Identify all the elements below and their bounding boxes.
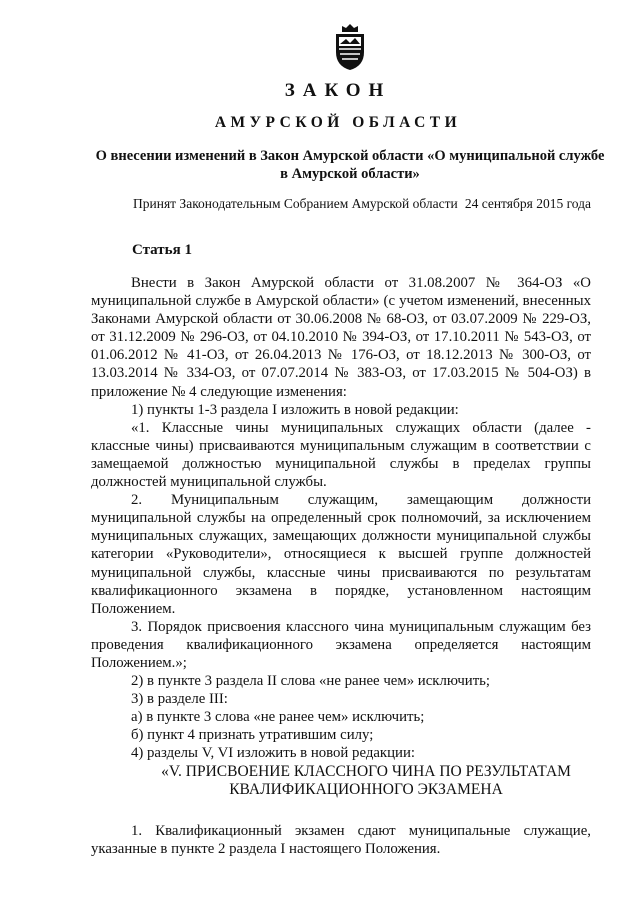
paragraph-item-1: 1) пункты 1-3 раздела I изложить в новой редакции: — [131, 401, 459, 418]
adopted-date: 24 сентября 2015 года — [464, 196, 591, 211]
paragraph-item-3a: а) в пункте 3 слова «не ранее чем» исключить; — [131, 709, 425, 726]
paragraph-item-2: 2) в пункте 3 раздела II слова «не ранее чем» исключить; — [131, 673, 491, 690]
paragraph-final: 1. Квалификационный экзамен сдают муниципальные служащие, указанные в пункте 2 раздела I настоящего Положения. — [91, 822, 591, 857]
paragraph-item-4: 4) разделы V, VI изложить в новой редакции: — [131, 745, 415, 762]
section-heading — [91, 763, 591, 800]
coat-of-arms-icon — [328, 22, 372, 72]
paragraph-item-3: 3) в разделе III: — [131, 691, 228, 708]
paragraph-clause-2: 2. Муниципальным служащим, замещающим должности муниципальной службы на определенный срок полномочий, за исключением муниципальных служащих, замещающих должности муниципальной службы категории «Руководители», относящиеся к высшей группе должностей муниципальной службы, классные чины присваиваются по результатам квалификационного экзамена в порядке, установленном настоящим Положением. — [91, 492, 591, 617]
paragraph-intro: Внести в Закон Амурской области от 31.08.2007 № 364-ОЗ «О муниципальной службе в Амурской области» (с учетом изменений, внесенных Законами Амурской области от 30.06.2008 № 68-ОЗ, от 03.07.2009 № 229-ОЗ, от 31.12.2009 № 296-ОЗ, от 04.10.2010 № 394-ОЗ, от 17.10.2011 № 543-ОЗ, от 01.06.2012 № 41-ОЗ, от 26.04.2013 № 176-ОЗ, от 18.12.2013 № 300-ОЗ, от 13.03.2014 № 334-ОЗ, от 07.07.2014 № 383-ОЗ, от 17.03.2015 № 504-ОЗ) в приложение № 4 следующие изменения: — [91, 275, 591, 400]
adoption-line — [133, 196, 591, 212]
article-title: Статья 1 — [132, 242, 192, 258]
paragraph-clause-3: 3. Порядок присвоения классного чина муниципальным служащим без проведения квалификационного экзамена определяется настоящим Положением.»; — [91, 618, 591, 671]
paragraph-item-3b: б) пункт 4 признать утратившим силу; — [131, 727, 374, 744]
law-subject: О внесении изменений в Закон Амурской области «О муниципальной службе в Амурской области» — [95, 148, 605, 182]
section-heading-line-2: КВАЛИФИКАЦИОННОГО ЭКЗАМЕНА — [229, 781, 503, 799]
region-name: АМУРСКОЙ ОБЛАСТИ — [214, 114, 462, 131]
section-heading-line-1: «V. ПРИСВОЕНИЕ КЛАССНОГО ЧИНА ПО РЕЗУЛЬТАТАМ — [161, 762, 571, 780]
article-body — [91, 274, 591, 858]
adopted-by: Принят Законодательным Собранием Амурской области — [133, 196, 458, 211]
paragraph-clause-1: «1. Классные чины муниципальных служащих области (далее - классные чины) присваиваются муниципальным служащим в соответствии с замещаемой должностью муниципальной службы в пределах группы должностей муниципальной службы. — [91, 419, 591, 491]
law-title: ЗАКОН — [284, 80, 392, 101]
